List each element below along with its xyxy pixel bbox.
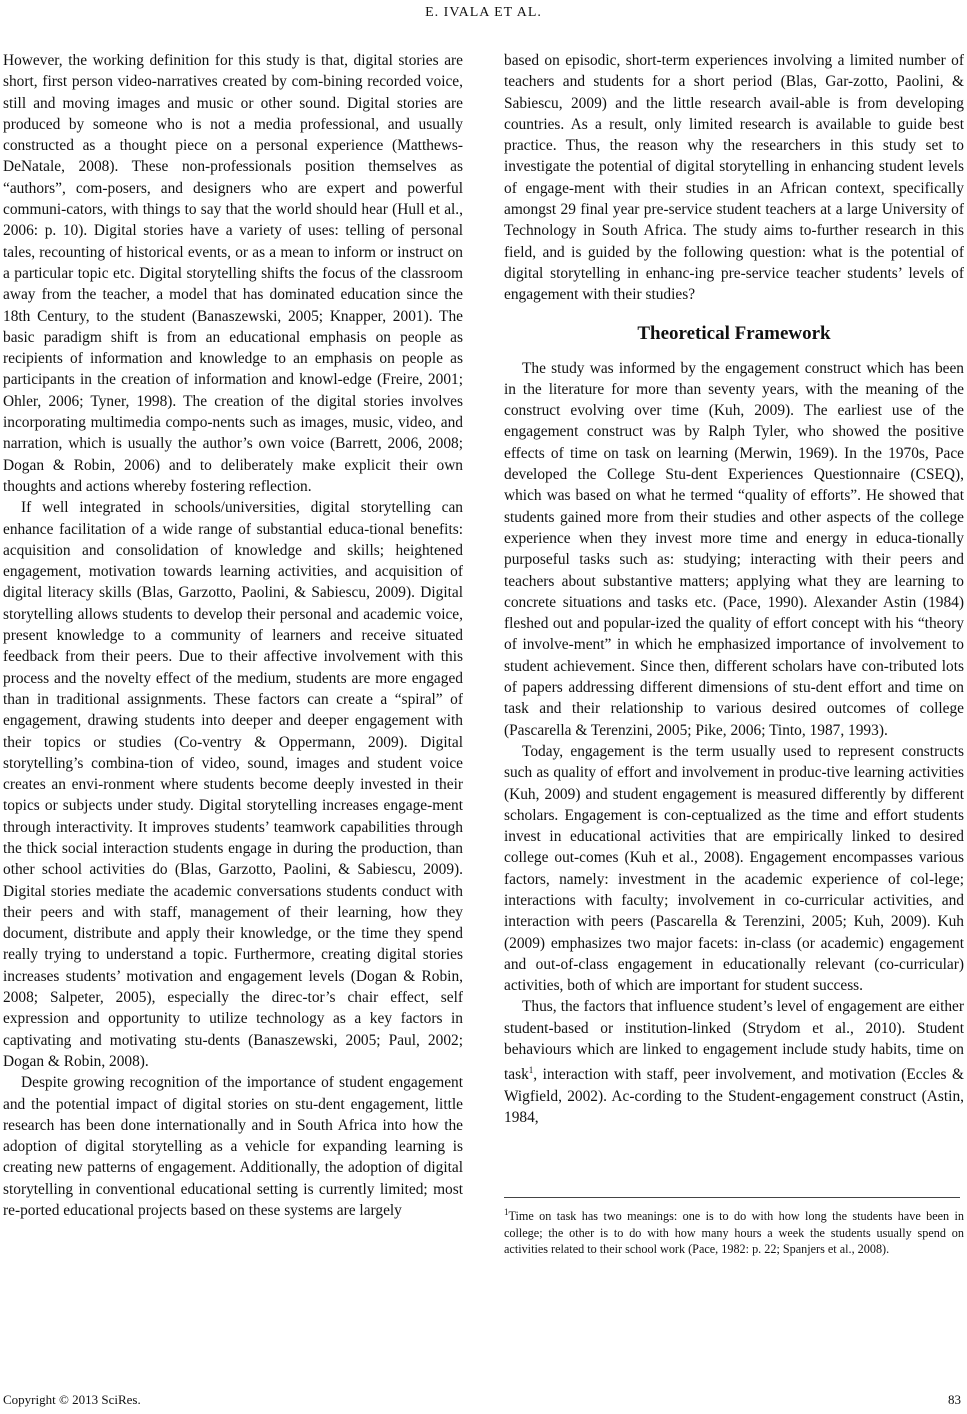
left-paragraph-2: If well integrated in schools/universities, digital storytelling can enhance facilitation of a wide range of substantial educa-tional benefits: acquisition and consolidation of knowledge and skills; heightened engagement, motivation towards learning activities, and acquisition of digital literacy skills (Blas, Garzotto, Paolini, & Sabiescu, 2009). Digital storytelling allows students to develop their personal and academic voice, present knowledge to a community of learners and receive situated feedback from their peers. Due to their affective involvement with this process and the novelty effect of the medium, students are more engaged than in traditional assignments. These factors can create a “spiral” of engagement, drawing students into deeper and deeper engagement with their topics or studies (Co-ventry & Oppermann, 2009). Digital storytelling’s combina-tion of video, sound, images and student voice creates an envi-ronment where students become deeply invested in their topics or subjects under study. Digital storytelling increases engage-ment through interactivity. It improves students’ teamwork capabilities through the thick social interaction students engage in during the production, than other school activities do (Blas, Garzotto, Paolini, & Sabiescu, 2009). Digital stories mediate the academic conversations students conduct with their peers and with staff, management of their learning, how they document, distribute and apply their knowledge, or the time they spend really trying to understand a topic. Furthermore, creating digital stories increases students’ motivation and engagement levels (Dogan & Robin, 2008; Salpeter, 2005), especially the direc-tor’s chair effect, self expression and opportunity to utilize technology as a key factors in captivating and motivating stu-dents (Banaszewski, 2005; Paul, 2002; Dogan & Robin, 2008). — [3, 499, 463, 1070]
right-column — [504, 50, 964, 1128]
right-paragraph-4-part-1: Thus, the factors that influence student’s level of engagement are either student-based or institution-linked (Strydom et al., 2010). Student behaviours which are linked to engagement include study habits, time on task — [504, 998, 964, 1084]
left-paragraph-1: However, the working definition for this study is that, digital stories are short, first person video-narratives created by com-bining recorded voice, still and moving images and music or other sound. Digital stories are produced by someone who is not a media professional, and usually constructed as a thought piece on a personal experience (Matthews-DeNatale, 2008). These non-professionals position themselves as “authors”, com-posers, and designers who are expert and powerful communi-cators, with things to say that the world should hear (Hull et al., 2006: p. 10). Digital stories have a variety of uses: telling of personal tales, recounting of historical events, or as a mean to inform or instruct on a particular topic etc. Digital storytelling shifts the focus of the classroom away from the teacher, a model that has dominated education since the 18th Century, to the student (Banaszewski, 2005; Knapper, 2001). The basic paradigm shift is from an educational emphasis on people as recipients of information and knowledge to an emphasis on people as participants in the creation of information and knowl-edge (Freire, 2001; Ohler, 2006; Tyner, 1998). The creation of the digital stories involves incorporating multimedia compo-nents such as images, music, video, and narration, which is usually the author’s own voice (Barrett, 2006, 2008; Dogan & Robin, 2006) and to deliberately make explicit their own thoughts and actions whereby fostering reflection. — [3, 52, 463, 495]
right-paragraph-4 — [504, 996, 964, 1128]
right-paragraph-1: based on episodic, short-term experiences involving a limited number of teachers and students for a short period (Blas, Gar-zotto, Paolini, & Sabiescu, 2009) and the little research avail-able is from developing countries. As a result, only limited research is available to guide best practice. Thus, the reason why the researchers in this study set to investigate the potential of digital storytelling in enhancing student levels of engage-ment with their studies in an African context, specifically amongst 29 final year pre-service student teachers at a large University of Technology in South Africa. The study aims to-further research in this field, and is guided by the following question: what is the potential of digital storytelling in enhanc-ing pre-service teacher students’ levels of engagement with their studies? — [504, 52, 964, 304]
left-column — [3, 50, 463, 1221]
right-paragraph-3: Today, engagement is the term usually used to represent constructs such as quality of effort and involvement in produc-tive learning activities (Kuh, 2009) and student engagement is measured differently by different scholars. Engagement is con-ceptualized as the time and effort students invest in educational activities that are empirically linked to desired college out-comes (Kuh et al., 2008). Engagement encompasses various factors, namely: investment in the academic experience of col-lege; interactions with faculty; involvement in co-curricular activities, and interaction with peers (Pascarella & Terenzini, 2005; Kuh, 2009). Kuh (2009) emphasizes two major facets: in-class (or academic) engagement and out-of-class engagement in educationally relevant (co-curricular) activities, both of which are important for student success. — [504, 742, 964, 995]
footnote-reference: 1 — [528, 1065, 534, 1076]
page-number: 83 — [948, 1392, 961, 1407]
footnote — [504, 1204, 964, 1258]
right-paragraph-4-part-2: , interaction with staff, peer involvement, and motivation (Eccles & Wigfield, 2002). Ac-cording to the Student-engagement construct (Astin, 1984, — [504, 1066, 964, 1127]
copyright-notice: Copyright © 2013 SciRes. — [3, 1392, 141, 1407]
footnote-divider — [504, 1197, 960, 1198]
left-paragraph-3: Despite growing recognition of the importance of student engagement and the potential impact of digital stories on stu-dent engagement, little research has been done internationally and in South Africa into how the adoption of digital storytelling as a vehicle for expanding learning is creating new patterns of engagement. Additionally, the adoption of digital storytelling in conventional educational setting is currently limited; most re-ported educational projects based on these systems are largely — [3, 1074, 463, 1220]
footnote-text: Time on task has two meanings: one is to do with how long the students have been in college; the other is to do with how many hours a week the students usually spend on activities related to their school work (Pace, 1982: p. 22; Spanjers et al., 2008). — [504, 1209, 964, 1257]
footnote-marker: 1 — [504, 1207, 509, 1217]
right-paragraph-2: The study was informed by the engagement construct which has been in the literature for more than seventy years, with the meaning of the construct evolving over time (Kuh, 2009). The earliest use of the engagement construct was by Ralph Tyler, who showed the positive effects of time on task on learning (Merwin, 1969). In the 1970s, Pace developed the College Stu-dent Experiences Questionnaire (CSEQ), which was based on what he termed “quality of efforts”. He showed that students gained more from their studies and other aspects of the college experience when they invest more time and energy in educa-tionally purposeful tasks such as: studying; interacting with their peers and teachers about substantive matters; applying what they are learning to concrete situations and tasks etc. (Pace, 1990). Alexander Astin (1984) fleshed out and popular-ized the quality of effort concept with his “theory of involve-ment” in which he emphasized importance of involvement to student achievement. Since then, different scholars have con-tributed lots of papers addressing different dimensions of stu-dent effort and time on task and their relationship to various desired outcomes of college (Pascarella & Terenzini, 2005; Pike, 2006; Tinto, 1987, 1993). — [504, 359, 964, 739]
running-header: E. IVALA ET AL. — [425, 5, 542, 20]
section-heading-theoretical-framework: Theoretical Framework — [637, 322, 831, 344]
